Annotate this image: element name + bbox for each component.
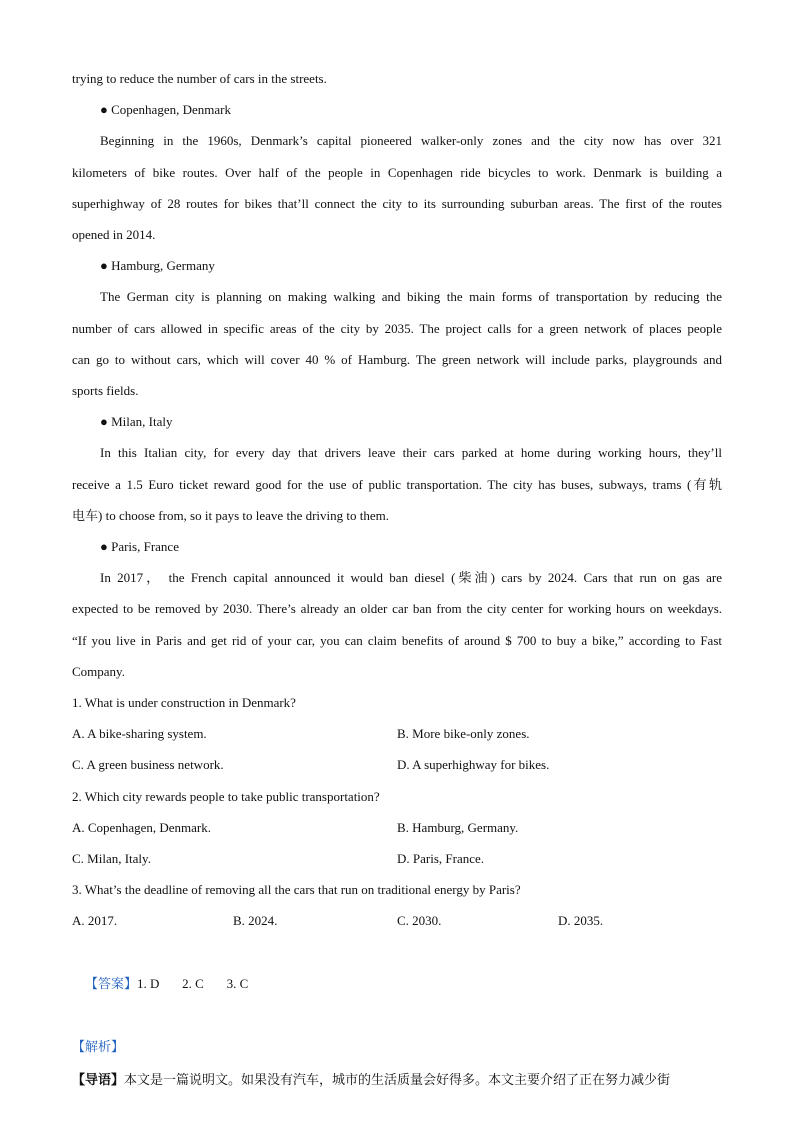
option-3d: D. 2035. xyxy=(558,913,604,929)
paragraph-line: The German city is planning on making walking and biking the main forms of transportation by reducing the xyxy=(100,289,722,305)
city-heading-paris: ● Paris, France xyxy=(100,539,179,555)
question-stem-3: 3. What’s the deadline of removing all the cars that run on traditional energy by Paris? xyxy=(72,882,521,898)
paragraph-line: number of cars allowed in specific areas of the city by 2035. The project calls for a green network of places people xyxy=(72,320,722,336)
question-stem-1: 1. What is under construction in Denmark? xyxy=(72,695,296,711)
document-page xyxy=(72,63,722,1096)
option-3c: C. 2030. xyxy=(397,913,442,929)
city-heading-hamburg: ● Hamburg, Germany xyxy=(100,258,215,274)
paragraph-line: superhighway of 28 routes for bikes that’ll connect the city to its surrounding suburban areas. The first of the routes xyxy=(72,195,722,211)
question-2-options-row-2 xyxy=(72,843,722,874)
option-2a: A. Copenhagen, Denmark. xyxy=(72,819,211,835)
option-2d: D. Paris, France. xyxy=(397,851,485,867)
guide-line xyxy=(72,1064,722,1096)
option-1c: C. A green business network. xyxy=(72,757,224,773)
question-1-options-row-2 xyxy=(72,749,722,780)
answer-line xyxy=(72,937,722,1032)
paragraph-line: Company. xyxy=(72,663,125,679)
question-3-options-row xyxy=(72,905,722,936)
paragraph-line: sports fields. xyxy=(72,383,139,399)
paragraph-line: 电车) to choose from, so it pays to leave the driving to them. xyxy=(72,507,389,523)
option-3a: A. 2017. xyxy=(72,913,118,929)
answer-items: 1. D 2. C 3. C xyxy=(137,975,249,991)
option-1d: D. A superhighway for bikes. xyxy=(397,757,550,773)
paragraph-line: In this Italian city, for every day that drivers leave their cars parked at home during working hours, they’ll xyxy=(100,445,722,461)
guide-label: 【导语】 xyxy=(72,1072,125,1088)
question-2-options-row-1 xyxy=(72,812,722,843)
paragraph-line: “If you live in Paris and get rid of your car, you can claim benefits of around $ 700 to buy a bike,” according to Fast xyxy=(72,632,722,648)
city-heading-copenhagen: ● Copenhagen, Denmark xyxy=(100,102,231,118)
analysis-line xyxy=(72,1031,722,1063)
question-1-options-row-1 xyxy=(72,718,722,749)
paragraph-line: receive a 1.5 Euro ticket reward good for the use of public transportation. The city has buses, subways, trams (有轨 xyxy=(72,476,722,492)
guide-text: 本文是一篇说明文。如果没有汽车，城市的生活质量会好得多。本文主要介绍了正在努力减少街 xyxy=(124,1072,671,1088)
option-3b: B. 2024. xyxy=(233,913,278,929)
option-2b: B. Hamburg, Germany. xyxy=(397,819,519,835)
analysis-label: 【解析】 xyxy=(72,1040,125,1056)
paragraph-line: expected to be removed by 2030. There’s already an older car ban from the city center for working hours on weekdays. xyxy=(72,601,722,617)
option-2c: C. Milan, Italy. xyxy=(72,851,151,867)
city-heading-milan: ● Milan, Italy xyxy=(100,414,173,430)
option-1b: B. More bike-only zones. xyxy=(397,726,530,742)
paragraph-line: opened in 2014. xyxy=(72,227,156,243)
paragraph-line: Beginning in the 1960s, Denmark’s capital pioneered walker-only zones and the city now has over 321 xyxy=(100,133,722,149)
question-stem-2: 2. Which city rewards people to take public transportation? xyxy=(72,788,380,804)
option-1a: A. A bike-sharing system. xyxy=(72,726,207,742)
paragraph-line: can go to without cars, which will cover 40 % of Hamburg. The green network will include parks, playgrounds and xyxy=(72,351,722,367)
paragraph-line: kilometers of bike routes. Over half of the people in Copenhagen ride bicycles to work. Denmark is building a xyxy=(72,164,722,180)
answer-label: 【答案】 xyxy=(85,976,138,992)
intro-tail: trying to reduce the number of cars in the streets. xyxy=(72,71,327,86)
paragraph-line: In 2017， the French capital announced it would ban diesel (柴油) cars by 2024. Cars that run on gas are xyxy=(100,570,722,586)
